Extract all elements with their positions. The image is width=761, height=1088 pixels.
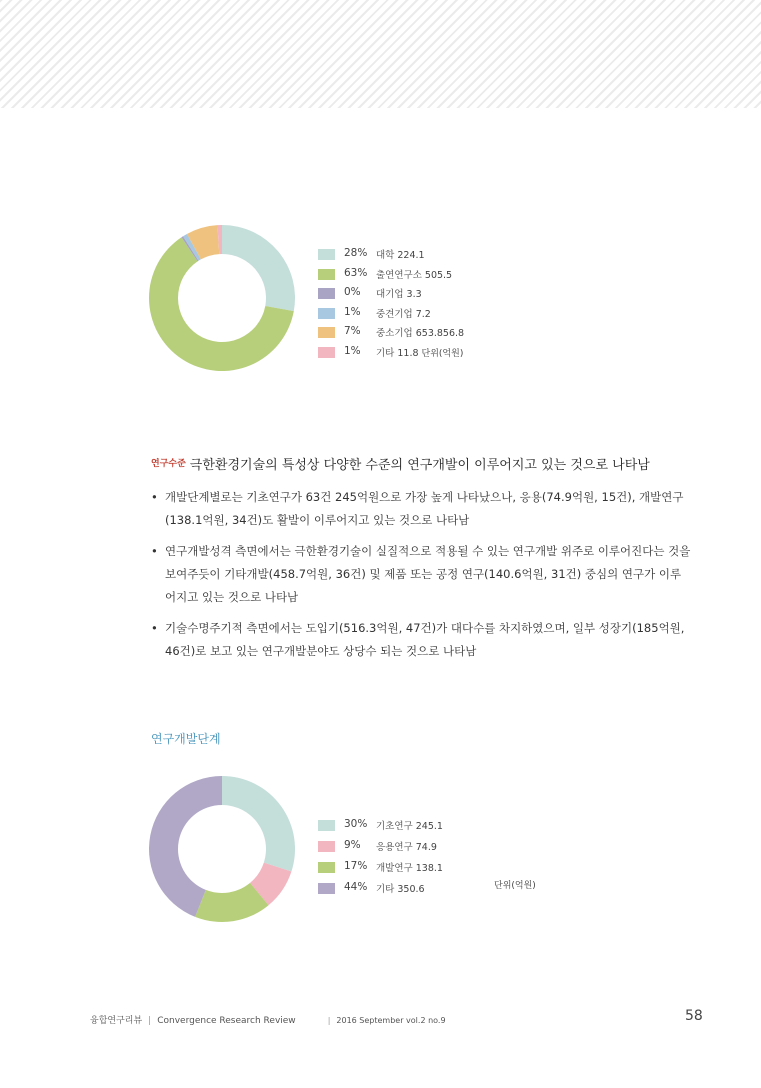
heading-text: 극한환경기술의 특성상 다양한 수준의 연구개발이 이루어지고 있는 것으로 나타남 — [189, 458, 650, 473]
legend-percent: 17% — [344, 860, 368, 872]
donut-slice — [222, 776, 295, 872]
footer-separator: | — [148, 1016, 152, 1026]
legend-swatch — [318, 841, 335, 852]
heading-tag: 연구수준 — [151, 459, 186, 469]
legend-swatch — [318, 269, 335, 280]
legend-swatch — [318, 308, 335, 319]
section-heading — [151, 454, 731, 473]
page-number: 58 — [685, 1008, 703, 1024]
chart-title-rd-stage: 연구개발단계 — [151, 732, 221, 746]
donut-chart-rd-stage — [146, 773, 298, 925]
legend-swatch — [318, 862, 335, 873]
bullet-text: 기술수명주기적 측면에서는 도입기(516.3억원, 47건)가 대다수를 차지하였으며, 일부 성장기(185억원, 46건)로 보고 있는 연구개발분야도 상당수 되는 것으로 나타남 — [165, 621, 685, 658]
legend-label: 대기업 3.3 — [376, 289, 422, 300]
donut-chart-institution — [146, 222, 298, 374]
legend-swatch — [318, 249, 335, 260]
donut-slice — [222, 225, 295, 311]
legend-unit-label: 단위(억원) — [421, 348, 464, 359]
bullet-item — [151, 486, 691, 532]
legend-label: 중견기업 7.2 — [376, 308, 431, 320]
legend-swatch — [318, 327, 335, 338]
legend-label: 중소기업 653.856.8 — [376, 328, 465, 339]
bullet-marker: • — [151, 621, 158, 635]
legend-label: 기타 11.8 단위(억원) — [376, 347, 464, 359]
bullet-marker: • — [151, 490, 158, 504]
legend-label: 대학 224.1 — [376, 250, 425, 261]
legend-percent: 1% — [344, 344, 361, 357]
legend-institution — [318, 247, 518, 367]
footer-journal-ko: 융합연구리뷰 — [90, 1016, 143, 1026]
legend-percent: 1% — [344, 305, 361, 318]
footer — [90, 1013, 446, 1026]
bullet-marker: • — [151, 544, 158, 558]
legend-percent: 30% — [344, 818, 368, 830]
legend-percent: 9% — [344, 839, 361, 851]
legend-label: 개발연구 138.1 — [376, 863, 443, 874]
legend-percent: 7% — [344, 325, 361, 337]
legend-swatch — [318, 288, 335, 299]
legend-percent: 0% — [344, 286, 361, 298]
bullet-list — [151, 486, 691, 671]
legend-percent: 28% — [344, 247, 368, 259]
legend-label: 기타 350.6 — [376, 884, 425, 895]
legend-percent: 44% — [344, 881, 368, 893]
bullet-item — [151, 540, 691, 609]
legend-swatch — [318, 820, 335, 831]
legend-label: 응용연구 74.9 — [376, 842, 437, 853]
footer-separator: | — [327, 1016, 331, 1025]
footer-journal-en: Convergence Research Review — [157, 1016, 296, 1026]
legend-label: 기초연구 245.1 — [376, 821, 443, 832]
unit-label-rd-stage: 단위(억원) — [494, 881, 536, 891]
legend-percent: 63% — [344, 266, 368, 279]
legend-swatch — [318, 347, 335, 358]
legend-swatch — [318, 883, 335, 894]
footer-issue — [322, 1016, 446, 1025]
legend-label: 출연연구소 505.5 — [376, 269, 453, 281]
bullet-text: 연구개발성격 측면에서는 극한환경기술이 실질적으로 적용될 수 있는 연구개발 위주로 이루어진다는 것을 보여주듯이 기타개발(458.7억원, 36건) 및 제품 또는 공정 연구(140.6억원, 31건) 중심의 연구가 이루어지고 있는 것으로 나타남 — [165, 544, 691, 604]
bullet-text: 개발단계별로는 기초연구가 63건 245억원으로 가장 높게 나타났으나, 응용(74.9억원, 15건), 개발연구(138.1억원, 34건)도 활발이 이루어지고 있는 것으로 나타남 — [165, 490, 684, 527]
header-hatch-band — [0, 0, 761, 108]
bullet-item — [151, 617, 691, 663]
legend-rd-stage — [318, 818, 498, 898]
footer-issue-text: 2016 September vol.2 no.9 — [336, 1016, 446, 1025]
